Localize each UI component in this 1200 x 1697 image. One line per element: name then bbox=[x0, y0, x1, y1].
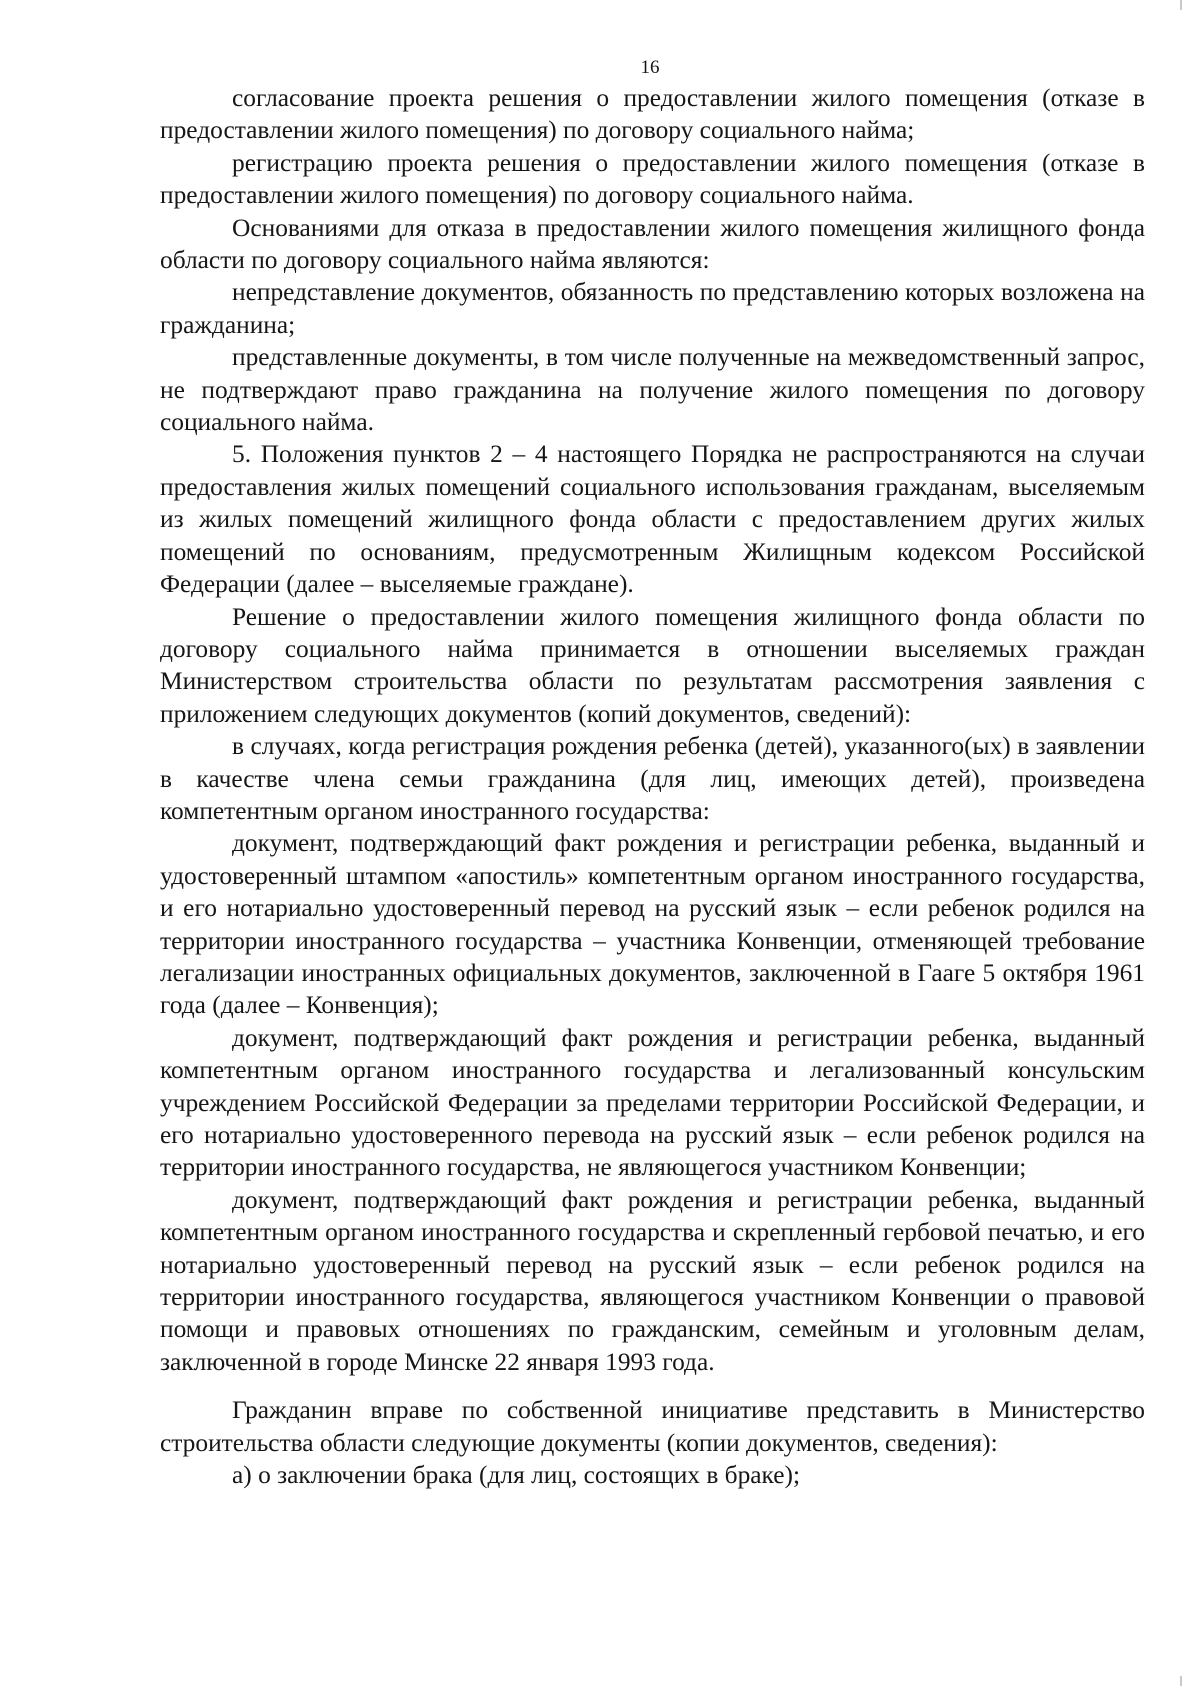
scan-edge-mark-top bbox=[1180, 0, 1182, 10]
paragraph-missing-documents: непредставление документов, обязанность по представлению которых возложена на гражданина; bbox=[160, 278, 1145, 339]
paragraph-unconfirmed-right: представленные документы, в том числе полученные на межведомственный запрос, не подтверждают право гражданина на получение жилого помещения по договору социального найма. bbox=[160, 343, 1145, 437]
paragraph-registration: регистрацию проекта решения о предоставлении жилого помещения (отказе в предоставлении жилого помещения) по договору социального найма. bbox=[160, 148, 1145, 210]
scan-edge-mark-bottom bbox=[1180, 1676, 1182, 1686]
paragraph-clause-5: 5. Положения пунктов 2 – 4 настоящего Порядка не распространяются на случаи предоставления жилых помещений социального использования гражданам, выселяемым из жилых помещений жилищного фонда области с предоставлением других жилых помещений по основаниям, предусмотренным Жилищным кодексом Российской Федерации (далее – выселяемые граждане). bbox=[160, 440, 1145, 599]
paragraph-minsk-convention-document: документ, подтверждающий факт рождения и регистрации ребенка, выданный компетентным органом иностранного государства и скрепленный гербовой печатью, и его нотариально удостоверенный перевод на русский язык – если ребенок родился на территории иностранного государства, являющегося участником Конвенции о правовой помощи и правовых отношениях по гражданским, семейным и уголовным делам, заключенной в городе Минске 22 января 1993 года. bbox=[160, 1185, 1145, 1376]
paragraph-approval: согласование проекта решения о предоставлении жилого помещения (отказе в предоставлении жилого помещения) по договору социального найма; bbox=[160, 84, 1145, 145]
paragraph-legalized-document: документ, подтверждающий факт рождения и регистрации ребенка, выданный компетентным органом иностранного государства и легализованный консульским учреждением Российской Федерации за пределами территории Российской Федерации, и его нотариально удостоверенного перевода на русский язык – если ребенок родился на территории иностранного государства, не являющегося участником Конвенции; bbox=[160, 1023, 1145, 1182]
paragraph-apostille-document: документ, подтверждающий факт рождения и регистрации ребенка, выданный и удостоверенный штампом «апостиль» компетентным органом иностранного государства, и его нотариально удостоверенный перевод на русский язык – если ребенок родился на территории иностранного государства – участника Конвенции, отменяющей требование легализации иностранных официальных документов, заключенной в Гааге 5 октября 1961 года (далее – Конвенция); bbox=[160, 829, 1145, 1020]
document-body bbox=[160, 82, 1145, 1491]
paragraph-item-a: а) о заключении брака (для лиц, состоящих в браке); bbox=[232, 1461, 801, 1490]
paragraph-foreign-registration: в случаях, когда регистрация рождения ребенка (детей), указанного(ых) в заявлении в качестве члена семьи гражданина (для лиц, имеющих детей), произведена компетентным органом иностранного государства: bbox=[160, 732, 1145, 825]
paragraph-refusal-grounds: Основаниями для отказа в предоставлении жилого помещения жилищного фонда области по договору социального найма являются: bbox=[160, 213, 1145, 275]
paragraph-decision: Решение о предоставлении жилого помещения жилищного фонда области по договору социального найма принимается в отношении выселяемых граждан Министерством строительства области по результатам рассмотрения заявления с приложением следующих документов (копий документов, сведений): bbox=[160, 602, 1145, 728]
page-number: 16 bbox=[640, 57, 660, 78]
paragraph-citizen-initiative: Гражданин вправе по собственной инициативе представить в Министерство строительства области следующие документы (копии документов, сведения): bbox=[160, 1396, 1145, 1457]
